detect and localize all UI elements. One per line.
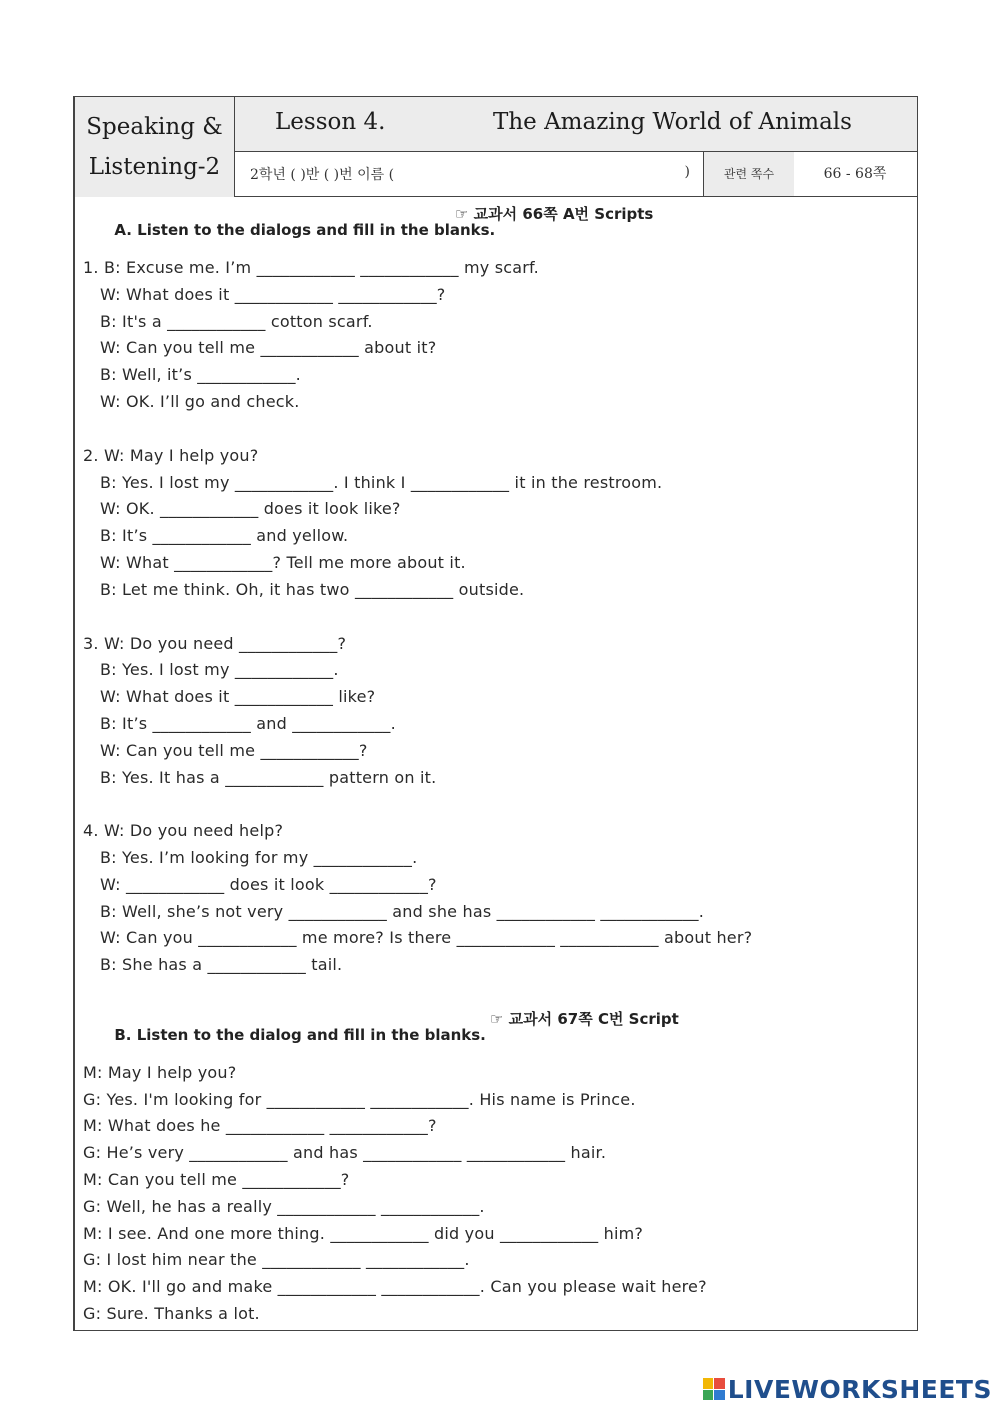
page-range: 66 - 68쪽 [823,166,887,182]
dialog-line: G: Yes. I'm looking for ____________ ____________. His name is Prince. [83,1090,636,1109]
lesson-title-bar [235,97,917,152]
dialog-line: W: What does it ____________ like? [100,687,376,706]
worksheet-header [75,97,917,197]
dialog-line: B: Yes. It has a ____________ pattern on it. [100,768,437,787]
dialog-line: B: It’s ____________ and ____________. [100,714,396,733]
dialog-line: B: Yes. I lost my ____________. [100,660,339,679]
dialog-line: B: Let me think. Oh, it has two ____________ outside. [100,580,525,599]
section-label [75,97,235,197]
dialog-line: B: It's a ____________ cotton scarf. [100,312,373,331]
dialog-line: 3. W: Do you need ____________? [83,634,347,653]
lesson-number: Lesson 4. [275,109,386,135]
dialog-line: W: Can you ____________ me more? Is there ____________ ____________ about her? [100,928,753,947]
dialog-line: M: What does he ____________ ____________? [83,1116,437,1135]
worksheet-frame [73,96,918,1331]
section-b-heading [83,1008,679,1062]
page-label: 관련 쪽수 [703,152,794,196]
dialog-line: B: She has a ____________ tail. [100,955,343,974]
dialog-line: W: OK. ____________ does it look like? [100,499,401,518]
dialog-line: B: Yes. I’m looking for my ____________. [100,848,418,867]
dialog-line: M: I see. And one more thing. ____________ did you ____________ him? [83,1224,644,1243]
dialog-line: W: Can you tell me ____________ about it? [100,338,437,357]
liveworksheets-logo-icon [703,1378,725,1400]
dialog-line: M: Can you tell me ____________? [83,1170,350,1189]
dialog-line: G: I lost him near the ____________ ____________. [83,1250,470,1269]
section-label-line2: Listening-2 [88,154,221,180]
dialog-line: B: Well, it’s ____________. [100,365,301,384]
dialog-line: B: Yes. I lost my ____________. I think I ____________ it in the restroom. [100,473,663,492]
dialog-line: M: OK. I'll go and make ____________ ____________. Can you please wait here? [83,1277,707,1296]
dialog-line: B: It’s ____________ and yellow. [100,526,349,545]
dialog-line: W: What does it ____________ ____________? [100,285,446,304]
dialog-line: 2. W: May I help you? [83,446,259,465]
dialog-line: G: Well, he has a really ____________ ____________. [83,1197,485,1216]
section-label-line1: Speaking & [86,114,223,140]
dialog-line: G: He’s very ____________ and has ____________ ____________ hair. [83,1143,607,1162]
dialog-line: W: Can you tell me ____________? [100,741,368,760]
section-a-heading [83,203,654,257]
section-b-title: B. Listen to the dialog and fill in the blanks. [114,1026,486,1044]
dialog-line: B: Well, she’s not very ____________ and she has ____________ ____________. [100,902,705,921]
liveworksheets-logo-text: LIVEWORKSHEETS [727,1374,992,1404]
dialog-line: W: OK. I’ll go and check. [100,392,300,411]
section-a-reference: ☞ 교과서 66쪽 A번 Scripts [455,205,654,223]
lesson-title: The Amazing World of Animals [493,109,852,135]
section-b-reference: ☞ 교과서 67쪽 C번 Script [490,1010,679,1028]
student-info-bar [235,152,917,197]
student-info [250,164,690,184]
student-info-close: ) [684,164,690,180]
section-a-title: A. Listen to the dialogs and fill in the blanks. [114,221,496,239]
student-info-fields: 2학년 ( )반 ( )번 이름 ( [250,167,395,183]
dialog-line: W: ____________ does it look ____________? [100,875,437,894]
dialog-line: M: May I help you? [83,1063,237,1082]
dialog-line: G: Sure. Thanks a lot. [83,1304,260,1323]
dialog-line: 1. B: Excuse me. I’m ____________ ____________ my scarf. [83,258,539,277]
liveworksheets-logo[interactable] [703,1375,992,1403]
dialog-line: W: What ____________? Tell me more about it. [100,553,466,572]
dialog-line: 4. W: Do you need help? [83,821,284,840]
